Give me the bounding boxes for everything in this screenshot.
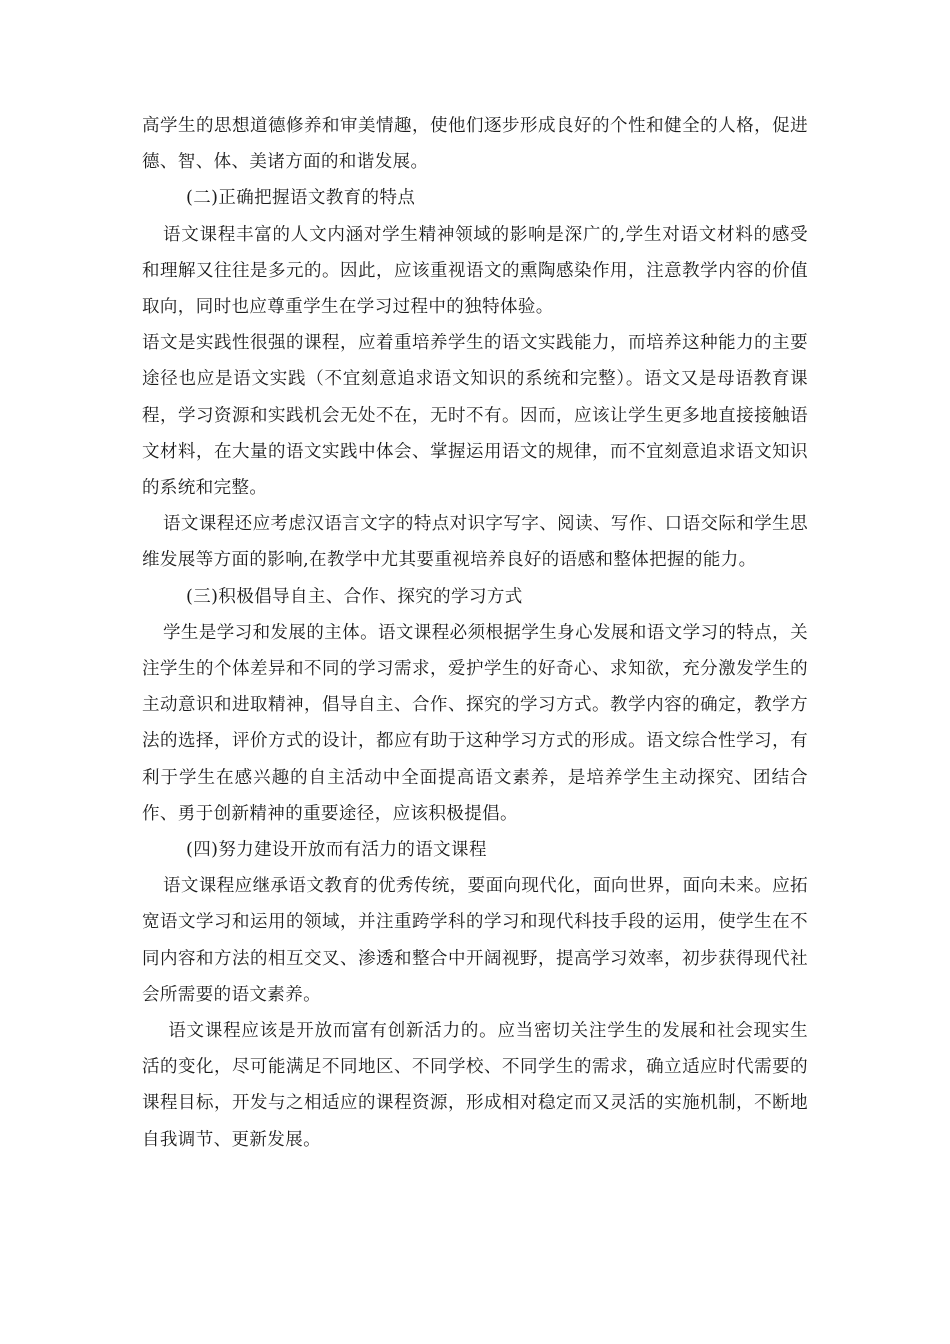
section-heading-3: (三)积极倡导自主、合作、探究的学习方式	[186, 586, 523, 607]
paragraph-7: 语文课程应该是开放而富有创新活力的。应当密切关注学生的发展和社会现实生活的变化，尽可能满足不同地区、不同学校、不同学生的需求，确立适应时代需要的课程目标，开发与之相适应的课程资源，形成相对稳定而又灵活的实施机制，不断地自我调节、更新发展。	[142, 1021, 808, 1150]
paragraph-1: 高学生的思想道德修养和审美情趣，使他们逐步形成良好的个性和健全的人格，促进德、智、体、美诸方面的和谐发展。	[142, 116, 808, 173]
paragraph-4: 语文课程还应考虑汉语言文字的特点对识字写字、阅读、写作、口语交际和学生思维发展等方面的影响,在教学中尤其要重视培养良好的语感和整体把握的能力。	[142, 514, 808, 571]
section-heading-2: (二)正确把握语文教育的特点	[186, 188, 416, 209]
paragraph-6: 语文课程应继承语文教育的优秀传统，要面向现代化，面向世界，面向未来。应拓宽语文学习和运用的领域，并注重跨学科的学习和现代科技手段的运用，使学生在不同内容和方法的相互交叉、渗透和整合中开阔视野，提高学习效率，初步获得现代社会所需要的语文素养。	[142, 876, 808, 1005]
paragraph-2: 语文课程丰富的人文内涵对学生精神领域的影响是深广的,学生对语文材料的感受和理解又往往是多元的。因此，应该重视语文的熏陶感染作用，注意教学内容的价值取向，同时也应尊重学生在学习过程中的独特体验。	[142, 224, 808, 318]
paragraph-5: 学生是学习和发展的主体。语文课程必须根据学生身心发展和语文学习的特点，关注学生的个体差异和不同的学习需求，爱护学生的好奇心、求知欲，充分激发学生的主动意识和进取精神，倡导自主、合作、探究的学习方式。教学内容的确定，教学方法的选择，评价方式的设计，都应有助于这种学习方式的形成。语文综合性学习，有利于学生在感兴趣的自主活动中全面提高语文素养，是培养学生主动探究、团结合作、勇于创新精神的重要途径，应该积极提倡。	[142, 622, 808, 824]
section-heading-4: (四)努力建设开放而有活力的语文课程	[186, 840, 487, 861]
document-body	[142, 108, 808, 1158]
paragraph-3: 语文是实践性很强的课程，应着重培养学生的语文实践能力，而培养这种能力的主要途径也应是语文实践（不宜刻意追求语文知识的系统和完整）。语文又是母语教育课程，学习资源和实践机会无处不在，无时不有。因而，应该让学生更多地直接接触语文材料，在大量的语文实践中体会、掌握运用语文的规律，而不宜刻意追求语文知识的系统和完整。	[142, 333, 808, 499]
